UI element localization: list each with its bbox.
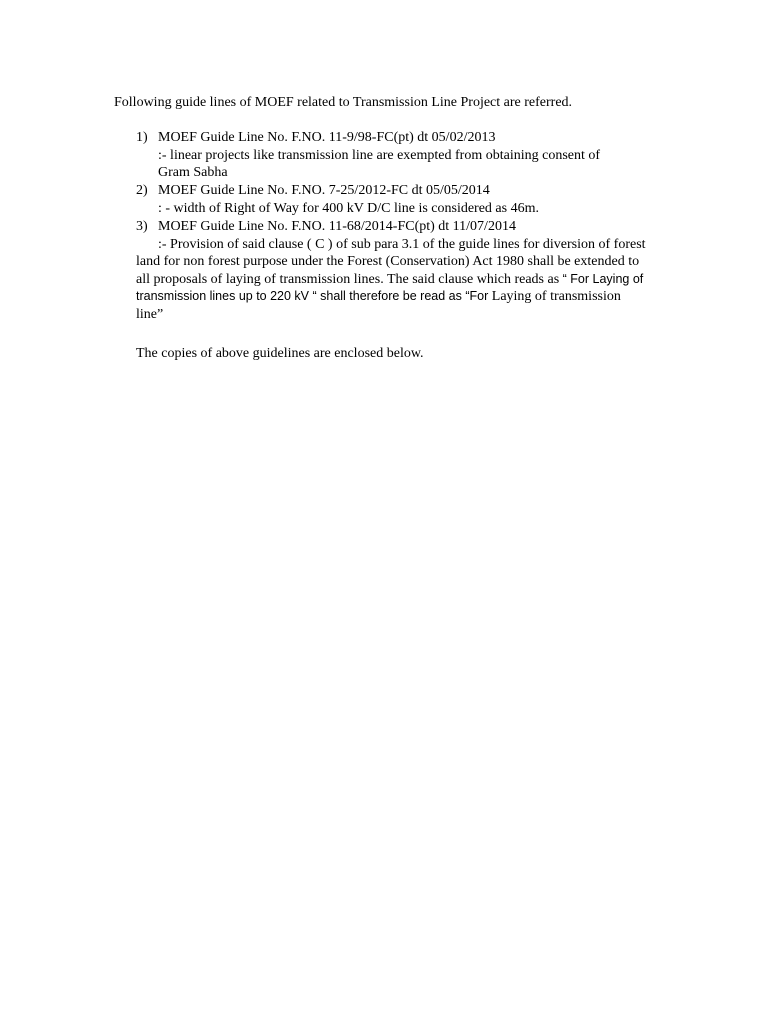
guideline-item-1 bbox=[136, 129, 656, 182]
closing-paragraph: The copies of above guidelines are enclosed below. bbox=[136, 346, 424, 361]
guideline-title-3: MOEF Guide Line No. F.NO. 11-68/2014-FC(pt) dt 11/07/2014 bbox=[158, 219, 516, 234]
guideline-number-1: 1) bbox=[136, 130, 148, 145]
guideline-number-3: 3) bbox=[136, 219, 148, 234]
guideline-detail-3-quote-1: “ For Laying of transmission lines up to 220 kV “ shall therefore be read as “For bbox=[136, 271, 644, 303]
guideline-heading-3 bbox=[136, 218, 656, 236]
guideline-detail-1-line-2: Gram Sabha bbox=[158, 165, 228, 180]
guideline-item-2 bbox=[136, 182, 656, 217]
guideline-heading-2 bbox=[136, 182, 656, 200]
guideline-item-3 bbox=[136, 218, 656, 323]
guideline-heading-1 bbox=[136, 129, 656, 147]
intro-paragraph: Following guide lines of MOEF related to Transmission Line Project are referred. bbox=[114, 95, 573, 110]
guideline-detail-3 bbox=[136, 236, 648, 324]
guideline-title-2: MOEF Guide Line No. F.NO. 7-25/2012-FC dt 05/05/2014 bbox=[158, 183, 490, 198]
guideline-title-1: MOEF Guide Line No. F.NO. 11-9/98-FC(pt) dt 05/02/2013 bbox=[158, 130, 496, 145]
guideline-detail-1-line-1: :- linear projects like transmission line are exempted from obtaining consent of bbox=[158, 147, 601, 163]
guideline-detail-2-line-1: : - width of Right of Way for 400 kV D/C line is considered as 46m. bbox=[158, 200, 539, 216]
guideline-detail-3-quote-2: Laying of transmission line” bbox=[136, 289, 621, 322]
guideline-detail-3-text: :- Provision of said clause ( C ) of sub para 3.1 of the guide lines for diversion of forest land for non forest purpose under the Forest (Conservation) Act 1980 shall be extended to all proposals of laying of transmission lines. The said clause which reads as bbox=[136, 236, 646, 287]
guideline-number-2: 2) bbox=[136, 183, 148, 198]
